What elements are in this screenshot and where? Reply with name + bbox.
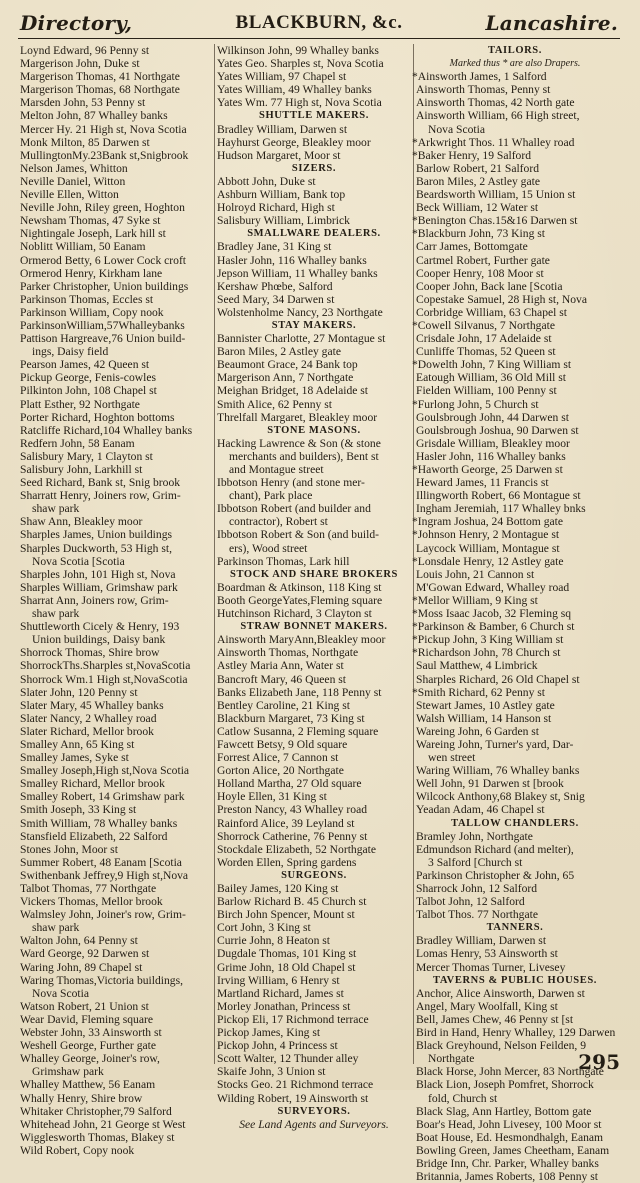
directory-entry: Mercer Hy. 21 High st, Nova Scotia — [20, 122, 187, 136]
directory-entry: Wild Robert, Copy nook — [20, 1143, 135, 1157]
page-header — [18, 10, 620, 39]
directory-entry: Bramley John, Northgate — [416, 829, 533, 843]
directory-entry: Talbot Thos. 77 Northgate — [416, 908, 538, 922]
directory-entry: Wareing John, Turner's yard, Dar- — [416, 737, 574, 751]
directory-entry: Salisbury William, Limbrick — [217, 214, 350, 228]
directory-entry: Bell, James Chew, 46 Penny st [st — [416, 1012, 574, 1026]
directory-entry: *Blackburn John, 73 King st — [412, 227, 545, 241]
directory-column-1 — [20, 44, 212, 1157]
directory-entry-continuation: shaw park — [32, 921, 80, 935]
directory-entry: Hayhurst George, Bleakley moor — [217, 135, 371, 149]
directory-entry: *Benington Chas.15&16 Darwen st — [412, 214, 578, 228]
directory-entry: Ingham Jeremiah, 117 Whalley bnks — [416, 502, 586, 516]
directory-entry: Barlow Richard B. 45 Church st — [217, 895, 367, 909]
directory-entry-continuation: wen street — [428, 751, 476, 765]
directory-entry: Shorrock Catherine, 76 Penny st — [217, 829, 368, 843]
directory-entry: Pearson James, 42 Queen st — [20, 358, 150, 372]
directory-entry: Webster John, 33 Ainsworth st — [20, 1026, 162, 1040]
directory-entry: Whally Henry, Shire brow — [20, 1091, 143, 1105]
directory-entry: Fielden William, 100 Penny st — [416, 384, 557, 398]
directory-entry: Walsh William, 14 Hanson st — [416, 711, 552, 725]
directory-entry: Neville John, Riley green, Hoghton — [20, 201, 185, 215]
directory-entry: Sharples Richard, 26 Old Chapel st — [416, 672, 580, 686]
directory-entry: Smith Joseph, 33 King st — [20, 803, 137, 817]
directory-entry: Weshell George, Further gate — [20, 1039, 156, 1053]
directory-entry: Bird in Hand, Henry Whalley, 129 Darwen — [416, 1026, 616, 1040]
directory-entry-continuation: ings, Daisy field — [32, 345, 109, 359]
directory-entry-continuation: merchants and builders), Bent st — [229, 449, 379, 463]
directory-entry: Loynd Edward, 96 Penny st — [20, 44, 150, 57]
directory-entry: *Arkwright Thos. 11 Whalley road — [412, 135, 575, 149]
directory-entry: Hoyle Ellen, 31 King st — [217, 790, 327, 804]
directory-entry: Ainsworth Thomas, 42 North gate — [416, 96, 575, 110]
directory-entry: Gorton Alice, 20 Northgate — [217, 764, 344, 778]
directory-entry: Smalley Richard, Mellor brook — [20, 777, 165, 791]
directory-entry: Whitehead John, 21 George st West — [20, 1117, 186, 1131]
directory-entry: *Pickup John, 3 King William st — [412, 633, 564, 647]
directory-entry: ParkinsonWilliam,57Whalleybanks — [20, 318, 185, 332]
directory-entry: Jepson William, 11 Whalley banks — [217, 266, 378, 280]
directory-entry: Talbot Thomas, 77 Northgate — [20, 882, 157, 895]
directory-entry: Ashburn William, Bank top — [217, 188, 346, 202]
directory-entry: Saul Matthew, 4 Limbrick — [416, 659, 538, 673]
directory-entry: Grisdale William, Bleakley moor — [416, 436, 570, 450]
section-heading: SURVEYORS. — [277, 1105, 351, 1117]
section-heading: SMALLWARE DEALERS. — [247, 228, 381, 240]
directory-entry: *Baker Henry, 19 Salford — [412, 148, 532, 162]
directory-entry: Preston Nancy, 43 Whalley road — [217, 803, 368, 817]
directory-entry: Mercer Thomas Turner, Livesey — [416, 960, 566, 974]
directory-entry: Hasler John, 116 Whalley banks — [416, 449, 566, 463]
directory-entry: Waring Thomas,Victoria buildings, — [20, 973, 184, 987]
directory-entry: Cort John, 3 King st — [217, 921, 311, 935]
directory-entry: Holroyd Richard, High st — [217, 201, 335, 215]
directory-entry: M'Gowan Edward, Whalley road — [416, 580, 570, 594]
directory-entry: Margerison John, Duke st — [20, 57, 140, 71]
directory-entry: Ainsworth Thomas, Northgate — [217, 646, 359, 660]
directory-entry: Edmundson Richard (and melter), — [416, 842, 574, 856]
directory-entry: *Mellor William, 9 King st — [412, 593, 538, 607]
directory-entry: Stockdale Elizabeth, 52 Northgate — [217, 842, 377, 856]
directory-entry: Porter Richard, Hoghton bottoms — [20, 410, 175, 424]
directory-entry: Wolstenholme Nancy, 23 Northgate — [217, 305, 383, 319]
directory-entry-continuation: Nova Scotia — [428, 122, 485, 136]
directory-entry: Sharples Duckworth, 53 High st, — [20, 541, 172, 555]
directory-entry-continuation: Northgate — [428, 1052, 475, 1066]
directory-entry: Dugdale Thomas, 101 King st — [217, 947, 357, 961]
directory-entry: Summer Robert, 48 Eanam [Scotia — [20, 855, 182, 869]
directory-entry: Slater Nancy, 2 Whalley road — [20, 711, 157, 725]
directory-entry: Black Greyhound, Nelson Feilden, 9 — [416, 1039, 587, 1053]
directory-entry: Sharples James, Union buildings — [20, 528, 172, 542]
directory-entry: Cooper John, Back lane [Scotia — [416, 279, 563, 293]
directory-entry: Pickop James, King st — [217, 1026, 321, 1040]
directory-entry: Salisbury John, Larkhill st — [20, 463, 143, 476]
directory-entry: Pilkinton John, 108 Chapel st — [20, 384, 157, 398]
directory-entry: Ibbotson Robert & Son (and build- — [217, 528, 379, 542]
directory-entry: Abbott John, Duke st — [217, 174, 316, 188]
directory-entry: Astley Maria Ann, Water st — [217, 659, 344, 673]
directory-entry: Beck William, 12 Water st — [416, 201, 539, 215]
directory-entry: Walmsley John, Joiner's row, Grim- — [20, 908, 186, 922]
directory-entry: Bradley William, Darwen st — [416, 934, 547, 948]
section-heading: STRAW BONNET MAKERS. — [240, 621, 388, 633]
directory-entry: Meighan Bridget, 18 Adelaide st — [217, 384, 369, 398]
directory-entry: Birch John Spencer, Mount st — [217, 908, 355, 922]
directory-entry: *Cowell Silvanus, 7 Northgate — [412, 318, 555, 332]
directory-entry: Nightingale Joseph, Lark hill st — [20, 227, 166, 241]
directory-entry: Monk Milton, 85 Darwen st — [20, 135, 150, 149]
directory-entry: MullingtonMy.23Bank st,Snigbrook — [20, 148, 189, 162]
directory-entry: Shuttleworth Cicely & Henry, 193 — [20, 620, 180, 634]
directory-entry: Marsden John, 53 Penny st — [20, 96, 146, 110]
directory-entry: Shorrock Thomas, Shire brow — [20, 646, 160, 660]
directory-entry: Ibbotson Robert (and builder and — [217, 502, 371, 516]
directory-entry: Whitaker Christopher,79 Salford — [20, 1104, 172, 1118]
directory-entry: Nelson James, Whitton — [20, 161, 128, 175]
directory-entry: Heward James, 11 Francis st — [416, 476, 549, 490]
section-note: Marked thus * are also Drapers. — [449, 58, 581, 70]
directory-entry: Noblitt William, 50 Eanam — [20, 240, 146, 254]
directory-entry: Yeadan Adam, 46 Chapel st — [416, 803, 545, 817]
directory-entry: Cunliffe Thomas, 52 Queen st — [416, 345, 556, 359]
section-heading: SIZERS. — [291, 162, 337, 174]
section-heading: TAVERNS & PUBLIC HOUSES. — [433, 974, 597, 986]
directory-entry: Bridge Inn, Chr. Parker, Whalley banks — [416, 1156, 599, 1170]
directory-entry: Seed Richard, Bank st, Snig brook — [20, 476, 181, 490]
directory-entry: Ormerod Henry, Kirkham lane — [20, 266, 163, 280]
directory-entry: Black Lion, Joseph Pomfret, Shorrock — [416, 1078, 594, 1092]
directory-entry: *Smith Richard, 62 Penny st — [412, 685, 546, 699]
directory-entry: Bannister Charlotte, 27 Montague st — [217, 332, 386, 346]
directory-entry: Hutchinson Richard, 3 Clayton st — [217, 607, 372, 621]
directory-entry: *Johnson Henry, 2 Montague st — [412, 528, 560, 542]
directory-entry: Hudson Margaret, Moor st — [217, 148, 341, 162]
directory-entry: Laycock William, Montague st — [416, 541, 560, 555]
directory-entry-continuation: Nova Scotia — [32, 986, 89, 1000]
directory-entry: Bancroft Mary, 46 Queen st — [217, 672, 346, 686]
directory-entry: Black Horse, John Mercer, 83 Northgate — [416, 1065, 604, 1079]
directory-entry: Lomas Henry, 53 Ainsworth st — [416, 947, 558, 961]
directory-entry: Bentley Caroline, 21 King st — [217, 698, 350, 712]
directory-entry: Currie John, 8 Heaton st — [217, 934, 331, 948]
directory-entry: Whalley George, Joiner's row, — [20, 1052, 160, 1066]
directory-entry: Black Slag, Ann Hartley, Bottom gate — [416, 1104, 592, 1118]
directory-entry: Salisbury Mary, 1 Clayton st — [20, 449, 153, 463]
directory-entry: Cartmel Robert, Further gate — [416, 253, 550, 267]
header-right-title: Lancashire. — [485, 11, 618, 35]
directory-entry: Forrest Alice, 7 Cannon st — [217, 751, 339, 765]
directory-entry: Stansfield Elizabeth, 22 Salford — [20, 829, 168, 843]
directory-entry: Banks Elizabeth Jane, 118 Penny st — [217, 685, 382, 699]
directory-entry: Smalley Robert, 14 Grimshaw park — [20, 790, 185, 804]
directory-entry: Stones John, Moor st — [20, 842, 118, 856]
directory-entry: Goulsbrough Joshua, 90 Darwen st — [416, 423, 579, 437]
directory-entry: Parkinson Christopher & John, 65 — [416, 868, 575, 882]
directory-entry: Baron Miles, 2 Astley gate — [416, 174, 540, 188]
section-heading: STOCK AND SHARE BROKERS — [230, 568, 398, 580]
directory-entry: Smalley Joseph,High st,Nova Scotia — [20, 764, 190, 778]
directory-entry: Melton John, 87 Whalley banks — [20, 109, 168, 123]
directory-entry: Copestake Samuel, 28 High st, Nova — [416, 292, 587, 306]
directory-entry: Hasler John, 116 Whalley banks — [217, 253, 367, 267]
directory-entry: Boat House, Ed. Hesmondhalgh, Eanam — [416, 1130, 604, 1144]
directory-entry: Stewart James, 10 Astley gate — [416, 698, 555, 712]
directory-entry: Walton John, 64 Penny st — [20, 934, 138, 948]
directory-entry: Corbridge William, 63 Chapel st — [416, 305, 567, 319]
directory-entry: Bailey James, 120 King st — [217, 882, 339, 895]
directory-entry: Boardman & Atkinson, 118 King st — [217, 580, 382, 594]
directory-entry: Pickop John, 4 Princess st — [217, 1039, 338, 1053]
directory-entry: Skaife John, 3 Union st — [217, 1065, 326, 1079]
directory-entry: Yates Wm. 77 High st, Nova Scotia — [217, 96, 382, 110]
directory-entry: Bowling Green, James Cheetham, Eanam — [416, 1143, 610, 1157]
directory-entry-continuation: shaw park — [32, 502, 80, 516]
directory-entry-continuation: and Montague street — [229, 463, 324, 476]
directory-entry: Waring John, 89 Chapel st — [20, 960, 143, 974]
directory-entry-continuation: contractor), Robert st — [229, 515, 328, 529]
directory-entry: Ward George, 92 Darwen st — [20, 947, 150, 961]
directory-entry: Shaw Ann, Bleakley moor — [20, 515, 143, 529]
directory-column-3 — [412, 44, 616, 1183]
directory-entry: Barlow Robert, 21 Salford — [416, 161, 540, 175]
directory-entry: *Richardson John, 78 Church st — [412, 646, 561, 660]
directory-entry: Sharratt Henry, Joiners row, Grim- — [20, 489, 181, 503]
directory-entry: Threlfall Margaret, Bleakley moor — [217, 410, 378, 424]
directory-entry: Louis John, 21 Cannon st — [416, 567, 535, 581]
directory-entry: Neville Ellen, Witton — [20, 188, 119, 202]
directory-entry: Sharples John, 101 High st, Nova — [20, 567, 176, 581]
directory-entry: Waring William, 76 Whalley banks — [416, 764, 580, 778]
directory-entry: *Furlong John, 5 Church st — [412, 397, 539, 411]
directory-entry: Ormerod Betty, 6 Lower Cock croft — [20, 253, 187, 267]
directory-entry: Neville Daniel, Witton — [20, 174, 126, 188]
directory-entry: Martland Richard, James st — [217, 986, 344, 1000]
directory-entry-continuation: Grimshaw park — [32, 1065, 104, 1079]
directory-entry: Ratcliffe Richard,104 Whalley banks — [20, 423, 193, 437]
directory-entry: Blackburn Margaret, 73 King st — [217, 711, 365, 725]
directory-entry: Wilcock Anthony,68 Blakey st, Snig — [416, 790, 585, 804]
directory-entry: Beaumont Grace, 24 Bank top — [217, 358, 358, 372]
header-center-title: BLACKBURN, &c. — [235, 12, 403, 33]
directory-entry: Slater Richard, Mellor brook — [20, 724, 154, 738]
section-heading: STAY MAKERS. — [271, 319, 357, 331]
directory-entry: Pickup George, Fenis-cowles — [20, 371, 156, 385]
directory-entry: *Haworth George, 25 Darwen st — [412, 463, 563, 476]
directory-entry: Catlow Susanna, 2 Fleming square — [217, 724, 379, 738]
directory-entry: Wilding Robert, 19 Ainsworth st — [217, 1091, 369, 1105]
directory-entry: Wareing John, 6 Garden st — [416, 724, 540, 738]
directory-entry: Baron Miles, 2 Astley gate — [217, 345, 341, 359]
directory-entry-continuation: Nova Scotia [Scotia — [32, 554, 125, 568]
column-divider — [214, 44, 215, 1064]
directory-entry: Scott Walter, 12 Thunder alley — [217, 1052, 359, 1066]
directory-entry: *Ingram Joshua, 24 Bottom gate — [412, 515, 564, 529]
directory-entry: Margerison Ann, 7 Northgate — [217, 371, 354, 385]
directory-entry: ShorrockThs.Sharples st,NovaScotia — [20, 659, 191, 673]
directory-entry: Britannia, James Roberts, 108 Penny st — [416, 1170, 598, 1183]
directory-entry: Margerison Thomas, 68 Northgate — [20, 83, 180, 97]
directory-entry: Bradley Jane, 31 King st — [217, 240, 332, 254]
directory-entry: Slater Mary, 45 Whalley banks — [20, 698, 164, 712]
directory-entry-continuation: 3 Salford [Church st — [428, 855, 523, 869]
directory-entry: Eatough William, 36 Old Mill st — [416, 371, 567, 385]
directory-entry: Booth GeorgeYates,Fleming square — [217, 593, 383, 607]
directory-entry: Wigglesworth Thomas, Blakey st — [20, 1130, 175, 1144]
directory-entry: Illingworth Robert, 66 Montague st — [416, 489, 581, 503]
directory-entry: *Moss Isaac Jacob, 32 Fleming sq — [412, 607, 572, 621]
directory-entry: Swithenbank Jeffrey,9 High st,Nova — [20, 868, 189, 882]
directory-entry: Bradley William, Darwen st — [217, 122, 348, 136]
directory-entry: Fawcett Betsy, 9 Old square — [217, 737, 348, 751]
page-number: 295 — [578, 1050, 620, 1074]
directory-entry: Platt Esther, 92 Northgate — [20, 397, 140, 411]
directory-entry: Newsham Thomas, 47 Syke st — [20, 214, 161, 228]
directory-entry: Sharrock John, 12 Salford — [416, 882, 538, 895]
directory-entry: Redfern John, 58 Eanam — [20, 436, 135, 450]
directory-entry: Anchor, Alice Ainsworth, Darwen st — [416, 986, 585, 1000]
directory-entry: Pickop Eli, 17 Richmond terrace — [217, 1012, 369, 1026]
directory-entry-continuation: Union buildings, Daisy bank — [32, 633, 166, 647]
section-heading: SHUTTLE MAKERS. — [259, 110, 369, 122]
directory-entry: Ainsworth MaryAnn,Bleakley moor — [217, 633, 386, 647]
directory-entry: *Dowelth John, 7 King William st — [412, 358, 572, 372]
header-left-title: Directory, — [20, 11, 133, 35]
section-heading: STONE MASONS. — [267, 424, 361, 436]
directory-entry: Worden Ellen, Spring gardens — [217, 855, 357, 869]
directory-entry: Grime John, 18 Old Chapel st — [217, 960, 356, 974]
directory-entry: Hacking Lawrence & Son (& stone — [217, 436, 381, 450]
directory-entry: Stocks Geo. 21 Richmond terrace — [217, 1078, 374, 1092]
section-heading: TAILORS. — [488, 45, 542, 56]
directory-entry: Smalley Ann, 65 King st — [20, 737, 135, 751]
directory-entry: Whalley Matthew, 56 Eanam — [20, 1078, 156, 1092]
section-heading: SURGEONS. — [281, 869, 347, 881]
directory-entry: Parker Christopher, Union buildings — [20, 279, 189, 293]
directory-entry-continuation: ers), Wood street — [229, 541, 308, 555]
directory-entry: Beardsworth William, 15 Union st — [416, 188, 576, 202]
directory-entry: Yates William, 49 Whalley banks — [217, 83, 372, 97]
directory-entry: Carr James, Bottomgate — [416, 240, 528, 254]
directory-entry: Morley Jonathan, Princess st — [217, 999, 351, 1013]
directory-entry: Parkinson William, Copy nook — [20, 305, 164, 319]
directory-entry: Margerison Thomas, 41 Northgate — [20, 70, 180, 84]
directory-entry-continuation: shaw park — [32, 607, 80, 621]
directory-column-2 — [217, 44, 411, 1131]
directory-entry: Ainsworth Thomas, Penny st — [416, 83, 551, 97]
directory-entry: Sharrat Ann, Joiners row, Grim- — [20, 593, 169, 607]
directory-entry: Irving William, 6 Henry st — [217, 973, 340, 987]
directory-entry: Goulsbrough John, 44 Darwen st — [416, 410, 569, 424]
directory-entry: Sharples William, Grimshaw park — [20, 580, 178, 594]
directory-entry: Pattison Hargreave,76 Union build- — [20, 332, 186, 346]
directory-entry: Smalley James, Syke st — [20, 751, 129, 765]
directory-entry: Seed Mary, 34 Darwen st — [217, 292, 335, 306]
directory-entry: Vickers Thomas, Mellor brook — [20, 895, 163, 909]
directory-entry: Holland Martha, 27 Old square — [217, 777, 362, 791]
directory-entry-continuation: chant), Park place — [229, 489, 313, 503]
directory-entry: Rainford Alice, 39 Leyland st — [217, 816, 355, 830]
directory-entry: Smith William, 78 Whalley banks — [20, 816, 178, 830]
directory-entry: Boar's Head, John Livesey, 100 Moor st — [416, 1117, 602, 1131]
directory-entry: Slater John, 120 Penny st — [20, 685, 138, 699]
directory-entry: Crisdale John, 17 Adelaide st — [416, 332, 552, 346]
directory-entry: Yates William, 97 Chapel st — [217, 70, 347, 84]
directory-entry: Kershaw Phœbe, Salford — [217, 279, 333, 293]
directory-entry: Wear David, Fleming square — [20, 1012, 153, 1026]
directory-entry: *Parkinson & Bamber, 6 Church st — [412, 620, 575, 634]
directory-entry: Parkinson Thomas, Eccles st — [20, 292, 154, 306]
directory-entry: Wilkinson John, 99 Whalley banks — [217, 44, 379, 57]
section-heading: TANNERS. — [486, 922, 544, 934]
directory-entry: Parkinson Thomas, Lark hill — [217, 554, 350, 568]
directory-entry: Smith Alice, 62 Penny st — [217, 397, 332, 411]
directory-entry: Yates Geo. Sharples st, Nova Scotia — [217, 57, 384, 71]
directory-entry: Cooper Henry, 108 Moor st — [416, 266, 544, 280]
directory-entry: Shorrock Wm.1 High st,NovaScotia — [20, 672, 188, 686]
directory-entry: Talbot John, 12 Salford — [416, 895, 525, 909]
section-heading: TALLOW CHANDLERS. — [451, 817, 579, 829]
directory-entry: Ainsworth William, 66 High street, — [416, 109, 580, 123]
cross-reference: See Land Agents and Surveyors. — [239, 1117, 389, 1131]
directory-entry-continuation: fold, Church st — [428, 1091, 498, 1105]
directory-entry: Ibbotson Henry (and stone mer- — [217, 476, 365, 490]
directory-entry: Watson Robert, 21 Union st — [20, 999, 149, 1013]
directory-entry: *Lonsdale Henry, 12 Astley gate — [412, 554, 564, 568]
directory-entry: Well John, 91 Darwen st [brook — [416, 777, 564, 791]
directory-entry: *Ainsworth James, 1 Salford — [412, 70, 547, 84]
directory-entry: Angel, Mary Woolfall, King st — [416, 999, 558, 1013]
